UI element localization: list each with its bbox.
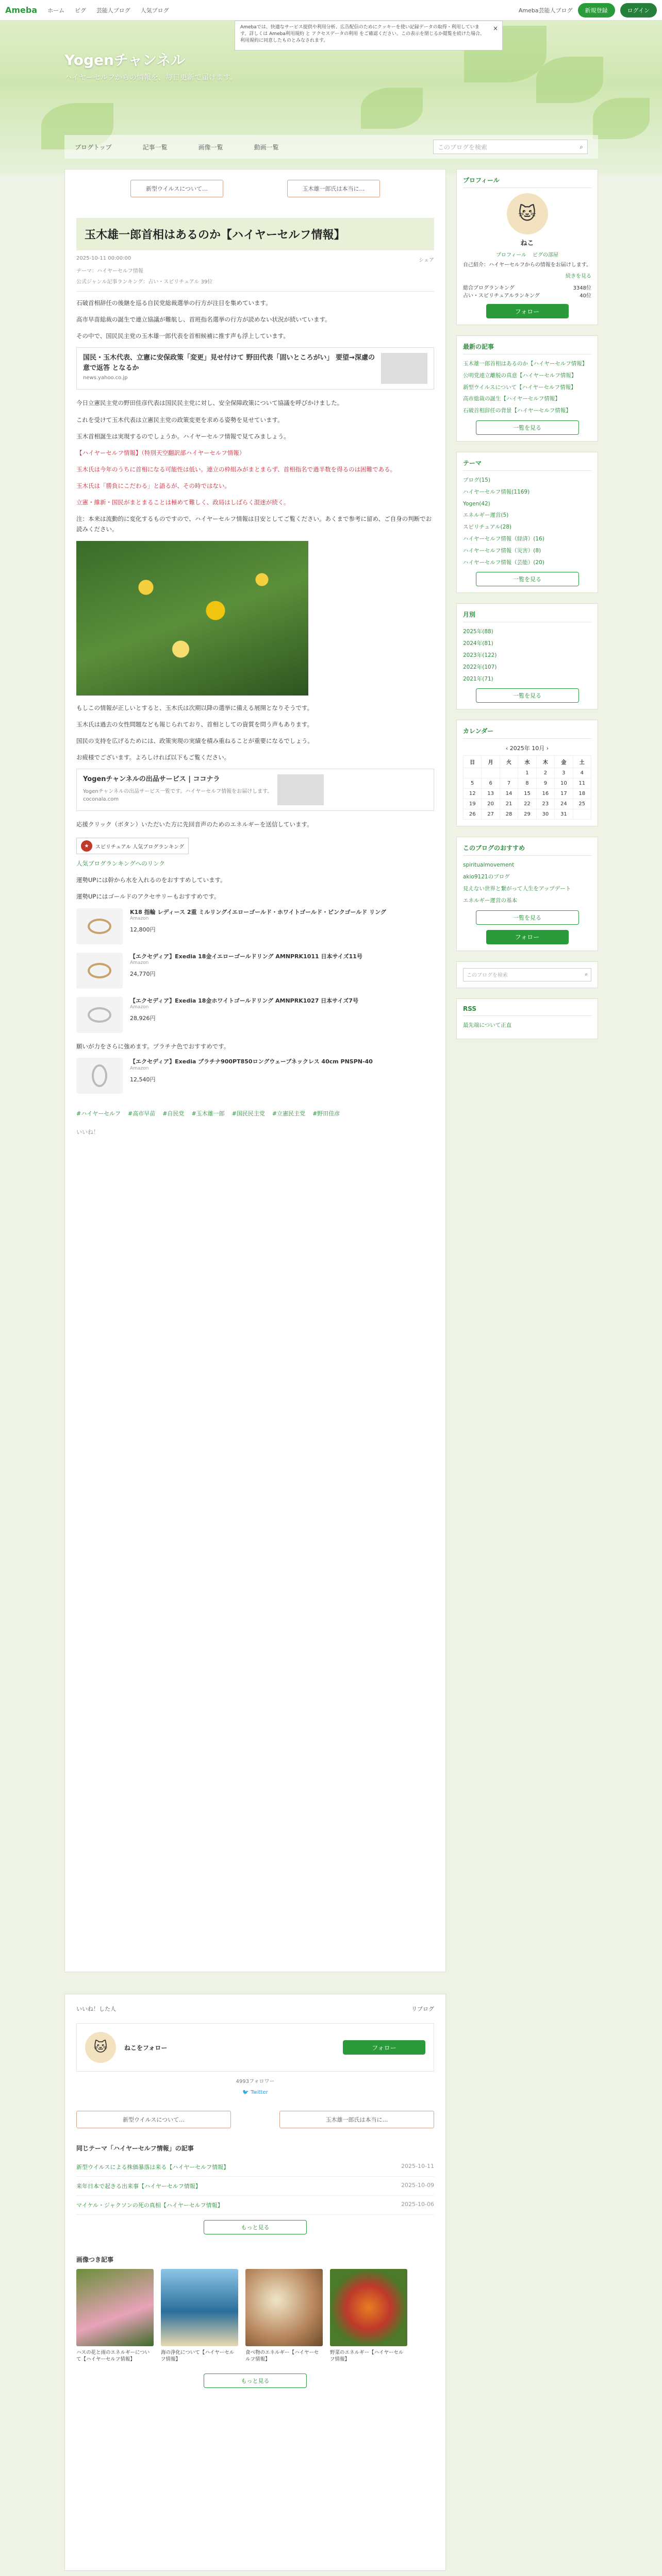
product-price: 12,800円 — [130, 926, 156, 934]
product-name: 【エクセディア】Exedia 18金ホワイトゴールドリング AMNPRK1027 日本サイズ7号 — [130, 997, 358, 1004]
calendar-day[interactable]: 19 — [464, 799, 482, 809]
recommend-link[interactable]: 見えない世界と繋がって人生をアップデート — [463, 885, 571, 892]
like-counter[interactable]: いいね！ — [76, 1128, 99, 1136]
higher-self-heading: 【ハイヤーセルフ情報】（特別天空翻訳部ハイヤーセルフ情報） — [76, 449, 245, 456]
calendar-day[interactable]: 23 — [536, 799, 554, 809]
nav-home[interactable]: ホーム — [47, 7, 65, 14]
calendar-day[interactable]: 7 — [500, 778, 518, 789]
pic-article[interactable] — [76, 2269, 154, 2363]
calendar-day[interactable]: 22 — [518, 799, 536, 809]
related-item[interactable] — [76, 2196, 434, 2215]
recent-post-link[interactable]: 新型ウイルスについて【ハイヤーセルフ情報】 — [463, 384, 576, 391]
recent-post-link[interactable]: 石破首相辞任の背景【ハイヤーセルフ情報】 — [463, 408, 571, 414]
recommend-heading: このブログのおすすめ — [463, 843, 591, 856]
paragraph: 今日立憲民主党の野田佳彦代表は国民民主党に対し、安全保障政策について協議を呼びかけました。 — [76, 399, 343, 407]
related-date: 2025-10-09 — [401, 2182, 434, 2189]
recent-heading: 最新の記事 — [463, 342, 591, 354]
calendar-day[interactable]: 21 — [500, 799, 518, 809]
calendar-day[interactable]: 13 — [482, 789, 500, 799]
pic-caption: ハスの花と雨のエネルギーについて【ハイヤーセルフ情報】 — [76, 2350, 150, 2363]
prev-article-button[interactable]: 新型ウイルスについて… — [130, 180, 223, 197]
theme-more-button[interactable]: 一覧を見る — [476, 572, 579, 586]
rss-link[interactable]: 最先端について正直 — [463, 1022, 512, 1028]
archive-link[interactable]: 2022年(107) — [463, 664, 497, 670]
calendar-day-header: 月 — [482, 756, 500, 768]
calendar-day[interactable]: 30 — [536, 809, 554, 820]
link-card-source: news.yahoo.co.jp — [83, 375, 128, 381]
platinum-text: 願いが力をさらに強めます。プラチナ色でおすすめです。 — [76, 1042, 230, 1050]
article-title[interactable]: 玉木雄一郎首相はあるのか【ハイヤーセルフ情報】 — [76, 218, 434, 250]
follower-count: 4993フォロワー — [236, 2079, 275, 2084]
hashtag-list — [76, 1109, 434, 1117]
hashtag[interactable]: #高市早苗 — [128, 1110, 156, 1117]
product-image — [76, 953, 123, 989]
leaf-decoration — [536, 57, 603, 103]
leaf-decoration — [593, 98, 650, 139]
genre-ranking[interactable]: 公式ジャンル記事ランキング：占い・スピリチュアル 39位 — [76, 279, 213, 285]
product-image — [76, 997, 123, 1033]
hashtag[interactable]: #立憲民主党 — [272, 1110, 306, 1117]
recent-posts-box — [456, 335, 598, 442]
rank-label[interactable]: 総合ブログランキング — [463, 285, 515, 291]
blog-description: ハイヤーセルフからの情報を、毎日更新で届けます。 — [64, 74, 237, 82]
higher-self-text: 立憲・維新・国民がまとまることは極めて難しく、政局はしばらく混迷が続く。 — [76, 499, 290, 506]
profile-box — [456, 169, 598, 325]
coconala-card-image — [277, 774, 324, 805]
article-date: 2025-10-11 00:00:00 — [76, 256, 131, 261]
coconala-card-title: Yogenチャンネルの出品サービス | ココナラ — [83, 775, 220, 783]
paragraph: その中で、国民民主党の玉木雄一郎代表を首相候補に推す声も浮上しています。 — [76, 332, 289, 340]
leaf-decoration — [361, 88, 423, 129]
blog-title[interactable]: Yogenチャンネル — [64, 52, 186, 69]
paragraph: 国民の支持を広げるためには、政策実現の実績を積み重ねることが重要になるでしょう。 — [76, 737, 313, 744]
calendar-month: 2025年 10月 — [509, 745, 545, 752]
related-more-button[interactable]: もっと見る — [204, 2220, 307, 2234]
related-date: 2025-10-11 — [401, 2163, 434, 2170]
pic-article[interactable] — [161, 2269, 238, 2363]
menu-images[interactable]: 画像一覧 — [198, 143, 223, 151]
next-article-button[interactable]: 玉木雄一郎氏は本当に… — [279, 2111, 434, 2128]
coconala-card[interactable] — [76, 769, 434, 811]
related-title: 来年日本で起きる出来事【ハイヤーセルフ情報】 — [76, 2183, 201, 2190]
flower-photo[interactable] — [76, 541, 308, 696]
hashtag[interactable]: #国民民主党 — [231, 1110, 265, 1117]
calendar-day[interactable]: 9 — [536, 778, 554, 789]
recent-post-link[interactable]: 玉木雄一郎首相はあるのか【ハイヤーセルフ情報】 — [463, 361, 588, 367]
paragraph: 石破首相辞任の後継を巡る自民党総裁選挙の行方が注目を集めています。 — [76, 299, 272, 307]
product-name: 【エクセディア】Exedia プラチナ900PT850ロングウェーブネックレス 40cm PNSPN-40 — [130, 1058, 373, 1065]
product-name: 【エクセディア】Exedia 18金イエローゴールドリング AMNPRK1011 日本サイズ11号 — [130, 953, 362, 960]
follow-button[interactable]: フォロー — [486, 304, 569, 318]
calendar-day[interactable]: 31 — [555, 809, 573, 820]
product-shop: Amazon — [130, 1005, 149, 1010]
pic-article[interactable] — [330, 2269, 407, 2363]
calendar-day — [482, 768, 500, 778]
pics-heading: 画像つき記事 — [76, 2256, 114, 2263]
ranking-badge[interactable] — [76, 838, 189, 854]
menu-entries[interactable]: 記事一覧 — [142, 143, 168, 151]
follow-card-title: ねこをフォロー — [124, 2044, 168, 2052]
twitter-share[interactable]: 🐦 Twitter — [242, 2090, 268, 2095]
paragraph: 玉木首相誕生は実現するのでしょうか。ハイヤーセルフ情報で見てみましょう。 — [76, 432, 290, 440]
calendar-day[interactable]: 2 — [536, 768, 554, 778]
calendar-box — [456, 720, 598, 826]
top-bar — [0, 0, 662, 21]
close-icon[interactable]: × — [492, 25, 498, 32]
paragraph: これを受けて玉木代表は立憲民主党の政策変更を求める姿勢を見せています。 — [76, 416, 284, 423]
note-text: 注：本来は流動的に変化するものですので、ハイヤーセルフ情報は目安としてご覧ください。あくまで参考に留め、ご自身の判断でお読みください。 — [76, 515, 432, 533]
ranking-badge-label: スピリチュアル 人気ブログランキング — [95, 844, 184, 850]
calendar-day-header: 水 — [518, 756, 536, 768]
hashtag[interactable]: #ハイヤーセルフ — [76, 1110, 121, 1117]
pic-article[interactable] — [245, 2269, 323, 2363]
recent-post-link[interactable]: 公明党連立離脱の真意【ハイヤーセルフ情報】 — [463, 372, 577, 379]
ranking-icon: ★ — [81, 840, 92, 852]
recommend-link[interactable]: spiritualmovement — [463, 862, 515, 869]
calendar-day[interactable]: 12 — [464, 789, 482, 799]
theme-heading: テーマ — [463, 459, 591, 471]
product-shop: Amazon — [130, 916, 149, 922]
calendar-day[interactable]: 6 — [482, 778, 500, 789]
paragraph: もしこの情報が正しいとすると、玉木氏は次期以降の選挙に備える展開となりそうです。 — [76, 704, 313, 711]
related-date: 2025-10-06 — [401, 2201, 434, 2208]
related-item[interactable] — [76, 2158, 434, 2177]
share-button[interactable]: シェア — [419, 258, 434, 263]
coconala-card-desc: Yogenチャンネルの出品サービス一覧です。ハイヤーセルフ情報をお届けします。 — [83, 788, 273, 794]
calendar-day[interactable]: 27 — [482, 809, 500, 820]
archive-heading: 月別 — [463, 610, 591, 622]
nav-pigg[interactable]: ピグ — [74, 7, 86, 14]
archive-link[interactable]: 2025年(88) — [463, 629, 493, 635]
recent-post-link[interactable]: 高市総裁の誕生【ハイヤーセルフ情報】 — [463, 396, 560, 402]
avatar[interactable]: 🐱 — [507, 193, 548, 234]
search-input[interactable] — [433, 140, 588, 154]
rss-box — [456, 998, 598, 1040]
calendar-day — [500, 768, 518, 778]
calendar-day[interactable]: 18 — [573, 789, 591, 799]
archive-link[interactable]: 2023年(122) — [463, 652, 497, 658]
pic-caption: 食べ物のエネルギー【ハイヤーセルフ情報】 — [245, 2350, 319, 2363]
reblog-link[interactable]: リブログ — [411, 2006, 434, 2012]
calendar-next-icon[interactable]: › — [546, 745, 549, 752]
genre-rank-value: 40位 — [580, 293, 591, 299]
nav-popular[interactable]: 人気ブログ — [140, 7, 169, 14]
archive-link[interactable]: 2021年(71) — [463, 675, 493, 682]
sidebar-search-placeholder: このブログを検索 — [467, 973, 508, 979]
related-item[interactable] — [76, 2177, 434, 2196]
search-icon[interactable]: ⌕ — [580, 143, 583, 150]
link-card-image — [381, 353, 427, 384]
calendar-day[interactable]: 8 — [518, 778, 536, 789]
product-item[interactable] — [76, 1058, 434, 1094]
follow-button[interactable]: フォロー — [486, 930, 569, 944]
calendar-day[interactable]: 15 — [518, 789, 536, 799]
product-price: 28,926円 — [130, 1015, 156, 1022]
calendar-day[interactable]: 26 — [464, 809, 482, 820]
next-article-button[interactable]: 玉木雄一郎氏は本当に… — [287, 180, 380, 197]
prev-article-button[interactable]: 新型ウイルスについて… — [76, 2111, 231, 2128]
product-image — [76, 908, 123, 944]
cookie-notice-text: Amebaでは、快適なサービス提供や利用分析、広告配信のためにクッキーを使い記録データの取得・利用しています。詳しくは Ameba利用規約 と アクセスデータの利用 をご確認ください。この表示を閉じるか閲覧を続けた場合、利用規約に同意したものとみなされます。 — [240, 25, 485, 44]
product-item[interactable] — [76, 953, 434, 989]
related-title: マイケル・ジャクソンの死の真相【ハイヤーセルフ情報】 — [76, 2202, 223, 2209]
recent-more-button[interactable]: 一覧を見る — [476, 420, 579, 435]
calendar-day[interactable]: 29 — [518, 809, 536, 820]
recommend-link[interactable]: エネルギー運営の基本 — [463, 897, 517, 904]
recommend-link[interactable]: akio9121のブログ — [463, 874, 510, 880]
theme-link[interactable]: ハイヤーセルフ情報（芸能）(20) — [463, 559, 544, 566]
recommend-more-button[interactable]: 一覧を見る — [476, 910, 579, 925]
coconala-card-source: coconala.com — [83, 796, 119, 802]
ameba-logo[interactable]: Ameba — [5, 5, 38, 15]
hashtag[interactable]: #玉木雄一郎 — [191, 1110, 225, 1117]
article-column — [64, 169, 446, 1972]
article-theme[interactable]: テーマ：ハイヤーセルフ情報 — [76, 268, 143, 274]
calendar-day-header: 日 — [464, 756, 482, 768]
cookie-notice — [235, 21, 503, 50]
liked-users-link[interactable]: いいね！した人 — [76, 2006, 116, 2012]
rank-value: 3348位 — [573, 285, 591, 291]
paragraph: 高市早苗総裁の誕生で連立協議が難航し、首班指名選挙の行方が読めない状況が続いています。 — [76, 316, 331, 324]
calendar-day-header: 木 — [536, 756, 554, 768]
calendar-day[interactable]: 5 — [464, 778, 482, 789]
login-button[interactable]: ログイン — [620, 3, 657, 18]
sidebar-search-input[interactable] — [463, 968, 591, 981]
calendar-day[interactable]: 4 — [573, 768, 591, 778]
calendar-day[interactable]: 16 — [536, 789, 554, 799]
theme-link[interactable]: スピリチュアル(28) — [463, 524, 512, 531]
calendar-day[interactable]: 28 — [500, 809, 518, 820]
calendar-day — [573, 809, 591, 820]
pigg-room-link[interactable]: ピグの部屋 — [533, 252, 558, 258]
product-price: 12,540円 — [130, 1076, 156, 1083]
higher-self-text: 玉木氏は今年のうちに首相になる可能性は低い。連立の枠組みがまとまらず、首相指名で過半数を得るのは困難である。 — [76, 465, 396, 473]
follow-button[interactable]: フォロー — [343, 2040, 425, 2055]
calendar-day-header: 火 — [500, 756, 518, 768]
theme-link[interactable]: ブログ(15) — [463, 477, 491, 483]
product-item[interactable] — [76, 908, 434, 944]
product-shop: Amazon — [130, 960, 149, 966]
theme-box — [456, 452, 598, 593]
calendar-day[interactable]: 25 — [573, 799, 591, 809]
closing-text: お疲様でございます。よろしければ以下もご覧ください。 — [76, 753, 230, 761]
profile-name[interactable]: ねこ — [520, 240, 534, 247]
calendar-day[interactable]: 24 — [555, 799, 573, 809]
product-shop: Amazon — [130, 1065, 149, 1071]
theme-link[interactable]: ハイヤーセルフ情報(1169) — [463, 488, 530, 495]
hashtag[interactable]: #自民党 — [162, 1110, 185, 1117]
read-more-link[interactable]: 続きを見る — [566, 274, 591, 279]
related-title: 新型ウイルスによる株価暴落は来る【ハイヤーセルフ情報】 — [76, 2164, 229, 2171]
related-heading: 同じテーマ「ハイヤーセルフ情報」の記事 — [76, 2145, 194, 2152]
pic-caption: 海の浄化について【ハイヤーセルフ情報】 — [161, 2350, 235, 2363]
product-image — [76, 1058, 123, 1094]
profile-heading: プロフィール — [463, 176, 591, 188]
top-nav — [47, 6, 177, 14]
rss-heading: RSS — [463, 1005, 591, 1016]
link-card[interactable] — [76, 347, 434, 389]
calendar-day[interactable]: 3 — [555, 768, 573, 778]
calendar-day-header: 金 — [555, 756, 573, 768]
celeb-blog-link[interactable]: Ameba芸能人ブログ — [518, 7, 573, 14]
calendar-table — [463, 755, 591, 820]
higher-self-text: 玉木氏は「勝負にこだわる」と語るが、その時ではない。 — [76, 482, 230, 489]
ranking-link[interactable]: 人気ブログランキングへのリンク — [76, 860, 165, 868]
twitter-label: Twitter — [251, 2090, 268, 2095]
profile-desc: 自己紹介：ハイヤーセルフからの情報をお届けします。 — [463, 262, 591, 268]
paragraph: 玉木氏は過去の女性問題なども報じられており、首相としての資質を問う声もあります。 — [76, 720, 313, 728]
product-item[interactable] — [76, 997, 434, 1033]
calendar-day[interactable]: 11 — [573, 778, 591, 789]
hashtag[interactable]: #野田佳彦 — [312, 1110, 340, 1117]
calendar-day-header: 土 — [573, 756, 591, 768]
calendar-day — [464, 768, 482, 778]
sidebar — [456, 169, 598, 1049]
link-card-title: 国民・玉木代表、立憲に安保政策「変更」見せ付けて 野田代表「固いところがい」 要望→深慮の意で返答 となるか — [83, 354, 375, 372]
calendar-prev-icon[interactable]: ‹ — [505, 745, 510, 752]
search-placeholder: このブログを検索 — [438, 143, 488, 151]
follow-card — [76, 2023, 434, 2072]
shop-intro: 運勢UPにはゴールドのアクセサリーもおすすめです。 — [76, 893, 220, 901]
calendar-day[interactable]: 20 — [482, 799, 500, 809]
search-icon[interactable]: ⌕ — [585, 972, 588, 978]
menu-videos[interactable]: 動画一覧 — [254, 143, 279, 151]
sidebar-search-box — [456, 961, 598, 988]
calendar-day[interactable]: 14 — [500, 789, 518, 799]
product-name: K18 指輪 レディース 2重 ミルリングイエローゴールド・ホワイトゴールド・ピンクゴールド リング — [130, 908, 386, 916]
theme-link[interactable]: Yogen(42) — [463, 500, 490, 507]
pics-more-button[interactable]: もっと見る — [204, 2374, 307, 2388]
product-price: 24,770円 — [130, 971, 156, 978]
signup-button[interactable]: 新規登録 — [578, 3, 615, 18]
profile-link[interactable]: プロフィール — [496, 252, 526, 258]
menu-blog-top[interactable]: ブログトップ — [75, 143, 112, 151]
blog-menu — [64, 135, 598, 159]
calendar-day[interactable]: 1 — [518, 768, 536, 778]
avatar[interactable]: 🐱 — [85, 2032, 116, 2063]
theme-link[interactable]: エネルギー運営(5) — [463, 512, 509, 519]
calendar-day[interactable]: 10 — [555, 778, 573, 789]
recommend-box — [456, 837, 598, 951]
theme-link[interactable]: ハイヤーセルフ情報（災害）(8) — [463, 547, 541, 554]
article-footer-section — [64, 1994, 446, 2571]
genre-rank-label[interactable]: 占い・スピリチュアルランキング — [463, 293, 540, 299]
archive-link[interactable]: 2024年(81) — [463, 640, 493, 647]
archive-box — [456, 603, 598, 709]
calendar-day[interactable]: 17 — [555, 789, 573, 799]
archive-more-button[interactable]: 一覧を見る — [476, 688, 579, 703]
nav-celeb[interactable]: 芸能人ブログ — [96, 7, 130, 14]
alert-text: 運勢UPには幹から水を入れるのをおすすめしています。 — [76, 876, 226, 884]
click-request: 応援クリック（ボタン）いただいた方に先回音声のためのエネルギーを送信しています。 — [76, 821, 313, 828]
theme-link[interactable]: ハイヤーセルフ情報（経済）(16) — [463, 535, 544, 542]
calendar-heading: カレンダー — [463, 726, 591, 739]
pic-caption: 野菜のエネルギー【ハイヤーセルフ情報】 — [330, 2350, 404, 2363]
